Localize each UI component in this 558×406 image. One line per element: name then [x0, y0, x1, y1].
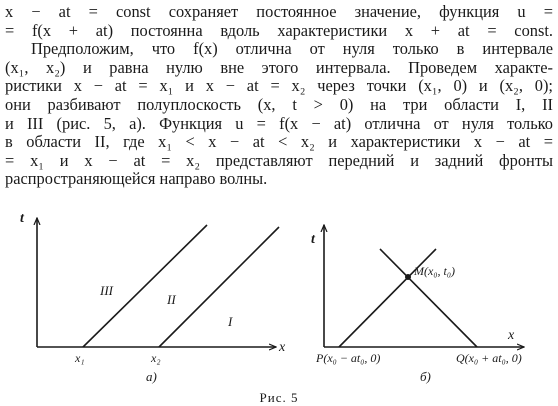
paragraph-line-9: = x₁ и x − at = x₂ представляют передний и задний фронты	[5, 151, 553, 170]
figure-b-label-m: M(x₀, t₀)	[414, 264, 455, 278]
figure-b-point-m	[405, 274, 411, 280]
paragraph-line-3: Предположим, что f(x) отлична от нуля только в интервале	[31, 40, 553, 59]
figure-b-panel-label: б)	[420, 369, 431, 384]
figure-b-label-q: Q(x₀ + at₀, 0)	[456, 351, 522, 365]
paragraph-line-7: и III (рис. 5, a). Функция u = f(x − at) отлична от нуля только	[5, 114, 553, 133]
figure-caption: Рис. 5	[259, 390, 299, 405]
paragraph-line-6: они разбивают полуплоскость (x, t > 0) на три области I, II	[5, 95, 553, 114]
figure-b-t-label: t	[311, 232, 315, 247]
figure-b-label-p: P(x₀ − at₀, 0)	[316, 351, 381, 365]
figure-a-region-i: I	[228, 314, 233, 329]
paragraph-line-4: (x₁, x₂) и равна нулю вне этого интервала. Проведем характе-	[5, 58, 553, 77]
paragraph-line-8: в области II, где x₁ < x − at < x₂ и характеристики x − at =	[5, 133, 553, 152]
paragraph-line-1: x − at = const сохраняет постоянное значение, функция u =	[5, 3, 553, 21]
figure-b-x-label: x	[508, 328, 515, 343]
figure-a-tick-x1: x₁	[75, 351, 85, 365]
figure-a-region-iii: III	[100, 283, 113, 298]
figure-b	[311, 225, 524, 384]
figure-a-panel-label: a)	[146, 369, 157, 384]
figure-a-x-label: x	[279, 340, 286, 355]
figure-a-t-label: t	[20, 211, 24, 226]
paragraph-line-10: распространяющейся направо волны.	[5, 170, 268, 189]
figure-a-tick-x2: x₂	[151, 351, 161, 365]
paragraph-line-5: ристики x − at = x₁ и x − at = x₂ через точки (x₁, 0) и (x₂, 0);	[5, 77, 553, 96]
figure-a-characteristic-x2	[159, 227, 279, 347]
paragraph-line-2: = f(x + at) постоянна вдоль характеристики x + at = const.	[5, 21, 553, 40]
figure-a	[20, 211, 286, 384]
figure-a-region-ii: II	[167, 292, 176, 307]
